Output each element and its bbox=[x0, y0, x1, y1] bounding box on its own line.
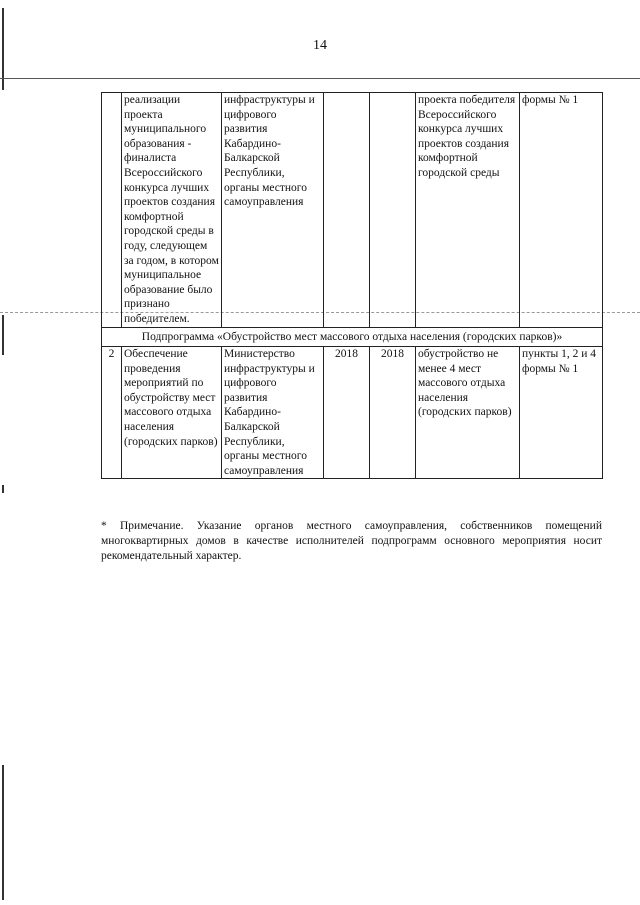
cell-number: 2 bbox=[102, 347, 122, 479]
scan-margin-mark bbox=[2, 485, 4, 493]
measures-table bbox=[101, 92, 603, 479]
cell-name: реализации проекта муниципального образования - финалиста Всероссийского конкурса лучших проектов создания комфортной городской среды в году, следующем за годом, в котором муниципальное образование было признано победителем. bbox=[122, 93, 222, 328]
cell-name: Обеспечение проведения мероприятий по обустройству мест массового отдыха населения (городских парков) bbox=[122, 347, 222, 479]
footnote bbox=[101, 519, 602, 564]
cell-start-year: 2018 bbox=[324, 347, 370, 479]
scan-margin-mark bbox=[2, 765, 4, 900]
footnote-text: * Примечание. Указание органов местного самоуправления, собственников помещений многоквартирных домов в качестве исполнителей подпрограмм основного мероприятия носит рекомендательный характер. bbox=[101, 520, 602, 562]
section-row bbox=[102, 327, 603, 347]
cell-end-year bbox=[370, 93, 416, 328]
table-row bbox=[102, 93, 603, 328]
scan-top-line bbox=[0, 78, 640, 79]
cell-result: проекта победителя Всероссийского конкурса лучших проектов создания комфортной городской среды bbox=[416, 93, 520, 328]
cell-number bbox=[102, 93, 122, 328]
cell-indicators: пункты 1, 2 и 4 формы № 1 bbox=[520, 347, 603, 479]
cell-executor: Министерство инфраструктуры и цифрового развития Кабардино-Балкарской Республики, органы местного самоуправления bbox=[222, 347, 324, 479]
page-number: 14 bbox=[313, 38, 327, 53]
scan-margin-mark bbox=[2, 315, 4, 355]
cell-result: обустройство не менее 4 мест массового отдыха населения (городских парков) bbox=[416, 347, 520, 479]
cell-executor: инфраструктуры и цифрового развития Кабардино-Балкарской Республики, органы местного самоуправления bbox=[222, 93, 324, 328]
section-title: Подпрограмма «Обустройство мест массового отдыха населения (городских парков)» bbox=[102, 327, 603, 347]
table-row bbox=[102, 347, 603, 479]
cell-end-year: 2018 bbox=[370, 347, 416, 479]
cell-start-year bbox=[324, 93, 370, 328]
cell-indicators: формы № 1 bbox=[520, 93, 603, 328]
